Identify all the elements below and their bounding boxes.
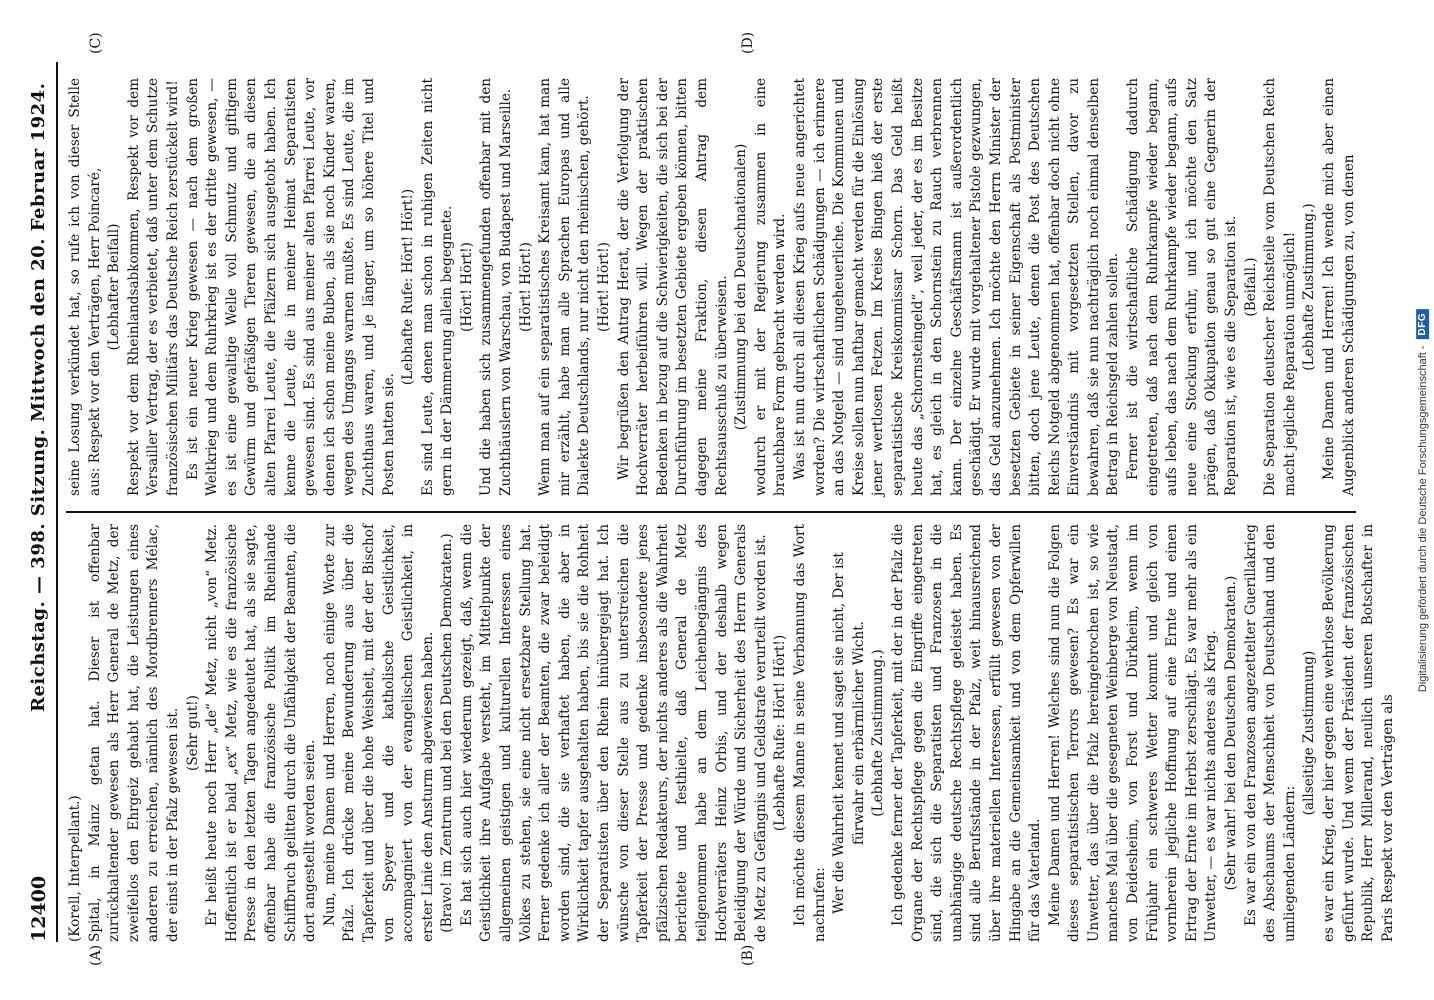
margin-mark-d: (D) xyxy=(740,31,756,54)
paragraph: (Hört! Hört!) xyxy=(517,242,534,332)
paragraph: Meine Damen und Herren! Ich wende mich aber einen Augenblick anderen Schädigungen zu, von denen xyxy=(1321,78,1357,496)
paragraph: Nun, meine Damen und Herren, noch einige Worte zur Pfalz. Ich drücke meine Bewunderung aus über die Tapferkeit und über die hohe Weisheit, mit der der Bischof von Speyer und die katholische Geistlichkeit, accompagniert von der evangelischen Geistlichkeit, in erster Linie den Ansturm abgewiesen haben. xyxy=(321,524,436,942)
paragraph: Ferner ist die wirtschaftliche Schädigung dadurch eingetreten, daß nach dem Ruhrkampfe wieder begann, aufs leben, das nach dem Ruhrkampfe wieder begann, aufs neue eine Stockung erfuhr, und ich möchte den Satz prägen, daß Okkupation genau so gut eine Gegnerin der Reparation ist, wie es die Separation ist. xyxy=(1125,78,1240,496)
paragraph: (Lebhafte Zustimmung.) xyxy=(1301,203,1318,371)
paragraph: (Sehr wahr! bei den Deutschen Demokraten.) xyxy=(1223,575,1240,891)
paragraph: (Hört! Hört!) xyxy=(596,242,613,332)
paragraph: Es sind Leute, denen man schon in ruhigen Zeiten nicht gern in der Dämmerung allein begegnete. xyxy=(419,78,456,496)
margin-mark-c: (C) xyxy=(88,32,104,54)
paragraph: (Korell, Interpellant.) xyxy=(67,795,83,942)
paragraph: Es hat sich auch hier wiederum gezeigt, daß, wenn die Geistlichkeit ihre Aufgabe versteht, im Mittelpunkte der allgemeinen geistigen und kulturellen Interessen eines Volkes zu stehen, sie eine nicht ersetzbare Stellung hat. Ferner gedenke ich aller der Beamten, die zwar beleidigt worden sind, die sie verhaftet haben, die aber in Wirklichkeit tapfer ausgehalten haben, bis sie die Rohheit der Separatisten über den Rhein hinübergejagt hat. Ich wünsche von dieser Stelle aus zu unterstreichen die Tapferkeit der Presse und gedenke insbesondere jenes pfälzischen Redakteurs, der nichts anderes als die Wahrheit berichtete und festhielte, daß General de Metz teilgenommen habe an dem Leichenbegängnis des Hochverräters Heinz Orbis, und der deshalb wegen Beleidigung der Würde und Sicherheit des Herrn Generals de Metz zu Gefängnis und Geldstrafe verurteilt worden ist. xyxy=(458,524,769,942)
paragraph: Es ist ein neuer Krieg gewesen — nach dem großen Weltkrieg und dem Ruhrkrieg ist es der dritte gewesen, — es ist eine gewaltige Welle voll Schmutz und giftigem Gewürm und gefräßigen Tieren gewesen, die an diesen alten Pfarrei Leute, die Pfälzern sich ausgetobt haben. Ich kenne die Leute, die in meiner Heimat Separatisten gewesen sind. Es sind aus meiner alten Pfarrei Leute, vor denen ich schon meine Buben, als sie noch Kinder waren, wegen des Umgangs warnen mußte. Es sind Leute, die im Zuchthaus waren, und je länger, um so höhere Titel und Posten hatten sie. xyxy=(184,78,397,496)
paragraph: Es war ein von den Franzosen angezettelter Guerillakrieg des Abschaums der Menschheit von Deutschland und den umliegenden Ländern: xyxy=(1242,524,1298,942)
paragraph: (Lebhafte Rufe: Hört! Hört!) xyxy=(772,634,789,832)
left-text-column xyxy=(66,524,1396,942)
paragraph: wodurch er mit der Regierung zusammen in eine brauchbare Form gebracht werden wird. xyxy=(752,78,789,496)
paragraph: Ich gedenke ferner der Tapferkeit, mit der in der Pfalz die Organe der Rechtspflege gegen die Eingriffe eingetreten sind, die sich die Separatisten und Franzosen in die unabhängige deutsche Rechtspflege geleistet haben. Es sind alle Berufsstände in der Pfalz, weit hinausreichend über ihre materiellen Interessen, erfüllt gewesen von der Hingabe an die Gemeinsamkeit und von dem Opferwillen für das Vaterland. xyxy=(889,524,1044,942)
paragraph: Und die haben sich zusammengefunden offenbar mit den Zuchthäuslern von Warschau, von Budapest und Marseille. xyxy=(478,78,515,496)
paragraph: (Beifall.) xyxy=(1242,257,1259,317)
paragraph: (Lebhafter Beifall) xyxy=(106,223,123,351)
column-divider xyxy=(66,511,1356,513)
right-text-column xyxy=(66,78,1356,496)
paragraph: Ich möchte diesem Manne in seine Verbannung das Wort nachrufen: xyxy=(791,524,828,942)
page-header xyxy=(22,62,58,942)
paragraph: (Zustimmung bei den Deutschnationalen) xyxy=(733,143,750,431)
paragraph: (allseitige Zustimmung) xyxy=(1301,650,1318,816)
margin-mark-b: (B) xyxy=(740,944,756,966)
paragraph: Er heißt heute noch Herr „de“ Metz, nicht „von“ Metz. Hoffentlich ist er bald „ex“ Metz, wie es die französische Presse in den letzten Tagen angedeutet hat, als sie sagte, offenbar habe die französische Politik im Rheinlande Schiffbruch gelitten durch die Unfähigkeit der Beamten, die dort angestellt worden seien. xyxy=(204,524,319,942)
paragraph: Meine Damen und Herren! Welches sind nun die Folgen dieses separatistischen Terrors gewesen? Es war ein Unwetter, das über die Pfalz hereingebrochen ist, so wie manches Mal über die gesegneten Weinberge von Neustadt, von Deidesheim, von Forst und Dürkheim, wenn im Frühjahr ein schweres Wetter kommt und gleich von vornherein jegliche Hoffnung auf eine Ernte und einen Ertrag der Ernte im Herbst zerschlägt. Es war mehr als ein Unwetter, — es war nichts anderes als Krieg. xyxy=(1046,524,1220,942)
paragraph: Die Separation deutscher Reichsteile vom Deutschen Reich macht jegliche Reparation unmöglich! xyxy=(1262,78,1298,496)
credit-text: Digitalisierung gefördert durch die Deutsche Forschungsgemeinschaft - xyxy=(1417,344,1430,692)
digitization-credit xyxy=(1412,0,1434,1000)
paragraph: seine Losung verkündet hat, so rufe ich von dieser Stelle aus: Respekt vor den Verträgen, Herr Poincaré, xyxy=(67,78,103,496)
dfg-logo: DFG xyxy=(1417,308,1430,339)
paragraph: (Bravo! im Zentrum und bei den Deutschen Demokraten.) xyxy=(439,533,456,933)
paragraph: (Lebhafte Zustimmung.) xyxy=(870,649,887,817)
paragraph: (Sehr gut!) xyxy=(184,695,201,771)
paragraph: (Lebhafte Rufe: Hört! Hört!) xyxy=(400,188,417,386)
paragraph: Wer die Wahrheit kennet und saget sie nicht, Der ist fürwahr ein erbärmlicher Wicht. xyxy=(831,552,867,914)
paragraph: es war ein Krieg, der hier gegen eine wehrlose Bevölkerung geführt wurde. Und wenn der Präsident der französischen Republik, Herr Millerand, neulich unseren Botschafter in Paris Respekt vor den Verträgen als xyxy=(1321,524,1396,942)
paragraph: Wir begrüßen den Antrag Herat, der die Verfolgung der Hochverräter herbeiführen will. Wegen der praktischen Bedenken in bezug auf die Schwierigkeiten, die sich bei der Durchführung im besetzten Gebiete ergeben können, bitten dagegen meine Fraktion, diesen Antrag dem Rechtsausschuß zu überweisen. xyxy=(615,78,730,496)
paragraph: (Hört! Hört!) xyxy=(458,242,475,332)
paragraph: Was ist nun durch all diesen Krieg aufs neue angerichtet worden? Die wirtschaftlichen Schädigungen — ich erinnere an das Notgeld — sind ungeheuerliche. Die Kommunen und Kreise sollen nun haftbar gemacht werden für die Einlösung jener wertlosen Fetzen. Im Kreise Bingen hieß der erste separatistische Kreiskommissar Schorn. Das Geld heißt heute das „Schornsteingeld“, weil jeder, der es im Besitze hat, es gleich in den Schornstein zu Rauch verbrennen kann. Der einzelne Geschäftsmann ist außerordentlich geschädigt. Er wurde mit vorgehaltener Pistole gezwungen, das Geld anzunehmen. Ich möchte den Herrn Minister der besetzten Gebiete in seiner Eigenschaft als Postminister bitten, doch jene Leute, denen die Post des Deutschen Reichs Notgeld abgenommen hat, offenbar doch nicht ohne Einverständnis mit vorgesetzten Stellen, davor zu bewahren, daß sie nun nachträglich noch einmal denselben Betrag in Reichsgeld zahlen sollen. xyxy=(791,78,1122,496)
paragraph: Respekt vor dem Rheinlandsabkommen, Respekt vor dem Versailler Vertrag, der es verbietet, daß unter dem Schutze französischen Militärs das Deutsche Reich zerstückelt wird! xyxy=(125,78,181,496)
margin-mark-a: (A) xyxy=(88,944,104,966)
page-number: 12400 xyxy=(28,875,50,942)
paragraph: Spital, in Mainz getan hat. Dieser ist offenbar zurückhaltender gewesen als Herr General de Metz, der zweifellos den Ehrgeiz gehabt hat, die Leistungen eines anderen zu erreichen, nämlich des Mordbrenners Mélac, der einst in der Pfalz gewesen ist. xyxy=(86,524,181,942)
paragraph: Wenn man auf ein separatistisches Kreisamt kam, hat man mir erzählt, habe man alle Sprachen Europas und alle Dialekte Deutschlands, nur nicht den rheinischen, gehört. xyxy=(537,78,593,496)
page-title: Reichstag. — 398. Sitzung. Mittwoch den 20. Februar 1924. xyxy=(28,82,49,712)
